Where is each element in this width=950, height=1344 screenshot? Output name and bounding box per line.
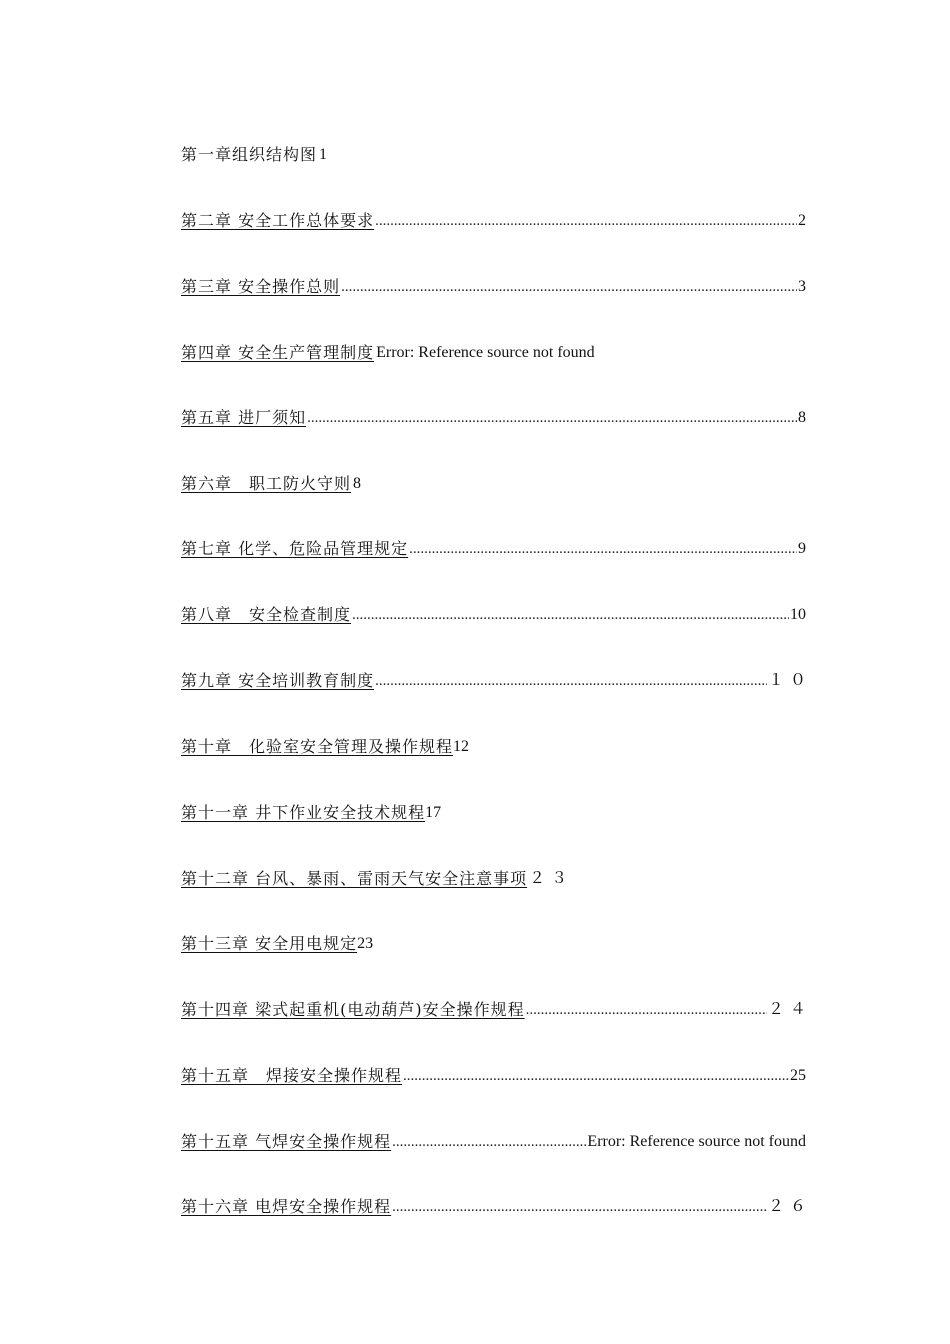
toc-entry-10[interactable]: [181, 735, 806, 757]
toc-entry-title: 第十五章 气焊安全操作规程: [181, 1132, 392, 1151]
toc-entry-7[interactable]: [181, 537, 806, 559]
dot-leader: [375, 671, 767, 691]
toc-entry-16[interactable]: [181, 1130, 806, 1152]
dot-leader: [392, 1132, 586, 1152]
toc-entry-1[interactable]: [181, 143, 806, 165]
toc-entry-4[interactable]: [181, 341, 806, 363]
toc-entry-8[interactable]: [181, 603, 806, 625]
toc-entry-page: 2: [798, 212, 806, 229]
toc-entry-title: 第三章 安全操作总则: [181, 277, 341, 296]
toc-entry-page: 25: [790, 1067, 806, 1084]
toc-entry-11[interactable]: [181, 801, 806, 823]
toc-entry-3[interactable]: [181, 275, 806, 297]
toc-entry-title: 第一章组织结构图: [181, 145, 318, 164]
toc-entry-title: 第二章 安全工作总体要求: [181, 211, 375, 230]
toc-entry-6[interactable]: [181, 472, 806, 494]
toc-entry-title: 第十一章 井下作业安全技术规程: [181, 803, 426, 822]
toc-entry-17[interactable]: [181, 1195, 812, 1217]
toc-entry-page: 10: [790, 606, 806, 623]
toc-entry-5[interactable]: [181, 406, 806, 428]
toc-entry-title: 第四章 安全生产管理制度: [181, 343, 375, 362]
dot-leader: [526, 1000, 767, 1020]
toc-entry-13[interactable]: [181, 932, 806, 954]
toc-entry-title: 第十章 化验室安全管理及操作规程: [181, 737, 454, 756]
toc-entry-title: 第八章 安全检查制度: [181, 605, 352, 624]
toc-entry-title: 第十五章 焊接安全操作规程: [181, 1066, 403, 1085]
toc-entry-title: 第九章 安全培训教育制度: [181, 671, 375, 690]
toc-entry-page: ２４: [767, 1001, 812, 1018]
toc-entry-page: 17: [425, 804, 442, 821]
toc-entry-title: 第十六章 电焊安全操作规程: [181, 1197, 392, 1216]
toc-entry-15[interactable]: [181, 1064, 806, 1086]
toc-entry-2[interactable]: [181, 209, 806, 231]
toc-entry-page: ２３: [529, 870, 574, 887]
toc-entry-page: 8: [798, 409, 806, 426]
dot-leader: [352, 605, 789, 625]
toc-entry-page: Error: Reference source not found: [376, 344, 595, 361]
toc-entry-title: 第十三章 安全用电规定: [181, 934, 358, 953]
toc-entry-page: ２６: [767, 1198, 812, 1215]
toc-entry-page: 23: [357, 935, 374, 952]
dot-leader: [392, 1197, 767, 1217]
toc-entry-14[interactable]: [181, 998, 812, 1020]
toc-entry-page: 1: [319, 146, 328, 163]
toc-entry-page: １０: [767, 672, 812, 689]
toc-entry-page: 9: [798, 540, 806, 557]
toc-entry-page: Error: Reference source not found: [587, 1133, 806, 1150]
toc-entry-title: 第十四章 梁式起重机(电动葫芦)安全操作规程: [181, 1000, 525, 1019]
toc-entry-12[interactable]: [181, 867, 806, 889]
toc-entry-title: 第七章 化学、危险品管理规定: [181, 539, 409, 558]
dot-leader: [307, 408, 797, 428]
dot-leader: [409, 539, 797, 559]
toc-entry-page: 8: [353, 475, 362, 492]
dot-leader: [403, 1066, 789, 1086]
toc-entry-page: 12: [453, 738, 470, 755]
dot-leader: [341, 277, 797, 297]
toc-entry-title: 第十二章 台风、暴雨、雷雨天气安全注意事项: [181, 869, 528, 888]
toc-entry-title: 第五章 进厂须知: [181, 408, 307, 427]
toc-entry-title: 第六章 职工防火守则: [181, 474, 352, 493]
toc-entry-page: 3: [798, 278, 806, 295]
dot-leader: [375, 211, 797, 231]
toc-entry-9[interactable]: [181, 669, 812, 691]
